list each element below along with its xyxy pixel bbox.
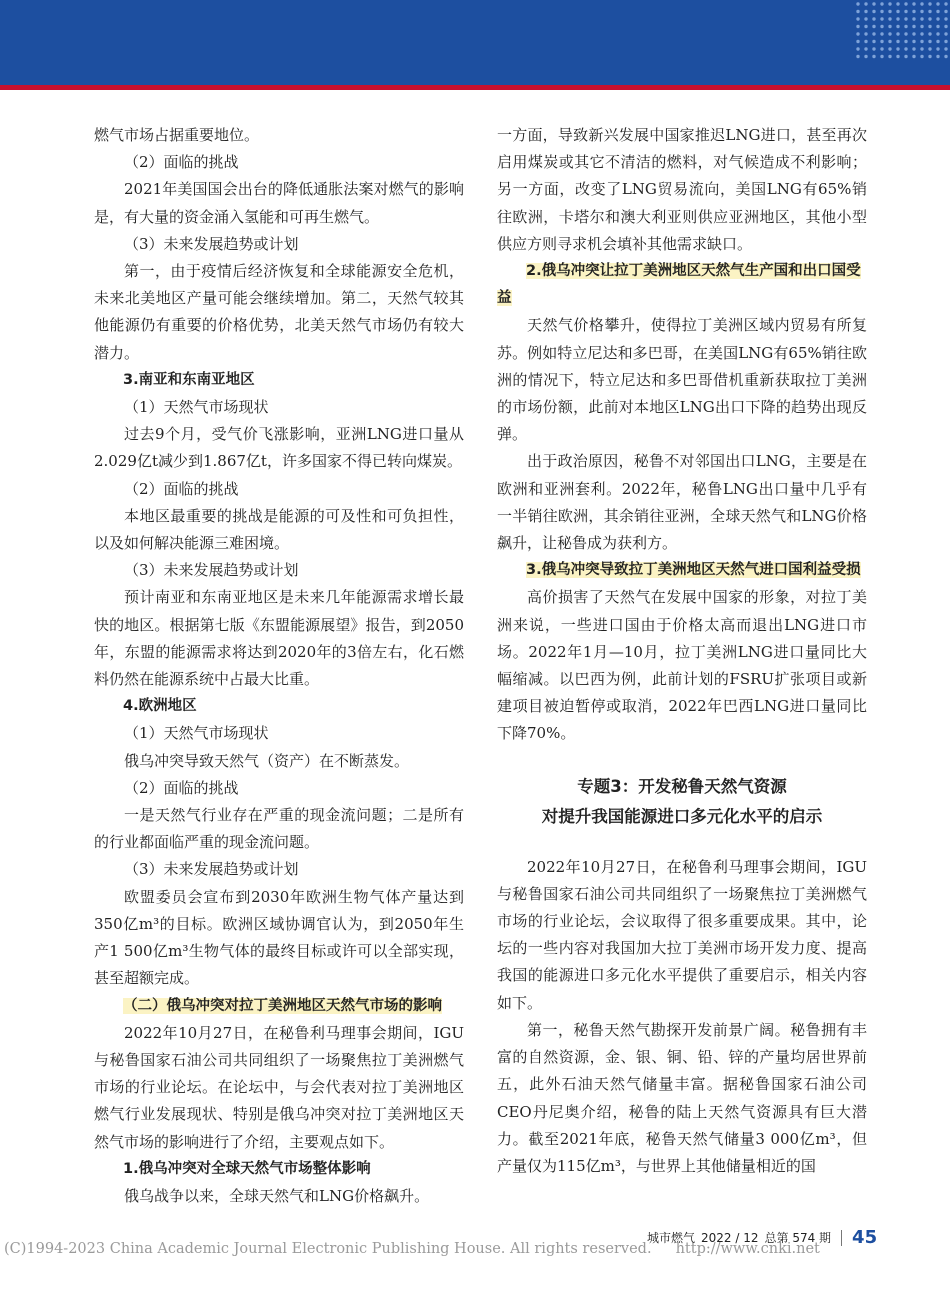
header-dot <box>912 40 915 43</box>
paragraph: 高价损害了天然气在发展中国家的形象，对拉丁美洲来说，一些进口国由于价格太高而退出LNG进口市场。2022年1月—10月，拉丁美洲LNG进口量同比大幅缩减。以巴西为例，此前计划的FSRU扩张项目或新建项目被迫暂停或取消，2022年巴西LNG进口量同比下降70%。 <box>497 588 867 743</box>
paragraph: 天然气价格攀升，使得拉丁美洲区域内贸易有所复苏。例如特立尼达和多巴哥，在美国LNG有65%销往欧洲的情况下，特立尼达和多巴哥借机重新获取拉丁美洲的市场份额，此前对本地区LNG出口下降的趋势出现反弹。 <box>497 316 867 444</box>
header-dot <box>928 10 931 13</box>
header-dot <box>888 55 891 58</box>
header-dot <box>904 25 907 28</box>
header-dot <box>928 55 931 58</box>
header-dot <box>928 25 931 28</box>
header-dot <box>856 47 859 50</box>
header-dot <box>912 55 915 58</box>
header-dot <box>872 32 875 35</box>
header-dot <box>872 2 875 5</box>
header-dot <box>936 17 939 20</box>
header-dot <box>880 55 883 58</box>
header-dot <box>880 32 883 35</box>
header-dot <box>888 25 891 28</box>
header-dot <box>888 10 891 13</box>
header-dot <box>912 10 915 13</box>
header-dot <box>872 25 875 28</box>
header-dot <box>896 25 899 28</box>
header-dot <box>936 47 939 50</box>
header-dot <box>904 32 907 35</box>
header-dot <box>888 2 891 5</box>
header-dot <box>856 55 859 58</box>
header-dot <box>864 32 867 35</box>
section-heading-text: 3.南亚和东南亚地区 <box>123 371 255 388</box>
header-dot <box>920 10 923 13</box>
section-heading <box>497 557 867 584</box>
paragraph: 过去9个月，受气价飞涨影响，亚洲LNG进口量从2.029亿t减少到1.867亿t，许多国家不得已转向煤炭。 <box>94 425 464 471</box>
header-dot <box>912 47 915 50</box>
total-issue: 总第 574 期 <box>764 1231 832 1245</box>
paragraph: （3）未来发展趋势或计划 <box>124 234 299 253</box>
header-dot <box>920 2 923 5</box>
header-dot <box>944 25 947 28</box>
paragraph: 燃气市场占据重要地位。 <box>94 126 260 144</box>
section-heading-text: 3.俄乌冲突导致拉丁美洲地区天然气进口国利益受损 <box>526 562 861 579</box>
special-topic-title-line: 对提升我国能源进口多元化水平的启示 <box>541 806 823 826</box>
section-heading-text: 1.俄乌冲突对全球天然气市场整体影响 <box>123 1160 371 1177</box>
header-dot <box>864 10 867 13</box>
header-dot <box>896 40 899 43</box>
header-dot <box>904 17 907 20</box>
section-heading-text: 4.欧洲地区 <box>123 698 197 715</box>
header-dot <box>880 25 883 28</box>
header-dot <box>928 47 931 50</box>
header-dot <box>944 10 947 13</box>
header-dot <box>888 17 891 20</box>
paragraph: （2）面临的挑战 <box>124 153 239 172</box>
header-bar <box>0 0 950 85</box>
header-dot <box>944 2 947 5</box>
header-dot-pattern <box>850 0 950 62</box>
header-dot <box>864 17 867 20</box>
paragraph: （3）未来发展趋势或计划 <box>124 860 299 879</box>
header-dot <box>880 40 883 43</box>
header-dot <box>904 47 907 50</box>
copyright-text: (C)1994-2023 China Academic Journal Electronic Publishing House. All rights reserved. <box>4 1241 652 1257</box>
copyright-line <box>4 1241 820 1257</box>
header-dot <box>864 47 867 50</box>
header-dot <box>888 40 891 43</box>
section-heading-text: 2.俄乌冲突让拉丁美洲地区天然气生产国和出口国受益 <box>497 263 861 307</box>
header-dot <box>936 32 939 35</box>
special-topic-title <box>497 772 867 832</box>
header-dot <box>904 40 907 43</box>
header-dot <box>872 55 875 58</box>
header-dot <box>904 10 907 13</box>
right-column <box>497 122 867 1180</box>
paragraph: （3）未来发展趋势或计划 <box>124 561 299 580</box>
header-dot <box>928 40 931 43</box>
section-heading <box>94 993 464 1020</box>
header-dot <box>920 32 923 35</box>
paragraph: 一方面，导致新兴发展中国家推迟LNG进口，甚至再次启用煤炭或其它不清洁的燃料，对气候造成不利影响；另一方面，改变了LNG贸易流向，美国LNG有65%销往欧洲，卡塔尔和澳大利亚则供应亚洲地区，其他小型供应方则寻求机会填补其他需求缺口。 <box>497 126 867 253</box>
header-dot <box>888 32 891 35</box>
header-dot <box>928 32 931 35</box>
header-dot <box>928 17 931 20</box>
paragraph: 本地区最重要的挑战是能源的可及性和可负担性，以及如何解决能源三难困境。 <box>94 506 464 553</box>
header-dot <box>864 55 867 58</box>
header-dot <box>936 25 939 28</box>
paragraph: 俄乌冲突导致天然气（资产）在不断蒸发。 <box>124 751 410 770</box>
paragraph: 出于政治原因，秘鲁不对邻国出口LNG，主要是在欧洲和亚洲套利。2022年，秘鲁LNG出口量中几乎有一半销往欧洲，其余销往亚洲，全球天然气和LNG价格飙升，让秘鲁成为获利方。 <box>497 452 867 553</box>
header-dot <box>896 32 899 35</box>
header-dot <box>944 17 947 20</box>
header-dot <box>920 47 923 50</box>
paragraph: 2022年10月27日，在秘鲁利马理事会期间，IGU与秘鲁国家石油公司共同组织了一场聚焦拉丁美洲燃气市场的行业论坛，会议取得了很多重要成果。其中，论坛的一些内容对我国加大拉丁美洲市场开发力度、提高我国的能源进口多元化水平提供了重要启示，相关内容如下。 <box>497 857 867 1012</box>
paragraph: 欧盟委员会宣布到2030年欧洲生物气体产量达到350亿m³的目标。欧洲区域协调官认为，到2050年生产1 500亿m³生物气体的最终目标或许可以全部实现，甚至超额完成。 <box>94 887 464 988</box>
paragraph: （2）面临的挑战 <box>124 479 239 498</box>
header-dot <box>888 47 891 50</box>
paragraph: （1）天然气市场现状 <box>124 398 269 417</box>
header-dot <box>864 40 867 43</box>
header-accent-line <box>0 85 950 90</box>
header-dot <box>912 17 915 20</box>
paragraph: （2）面临的挑战 <box>124 778 239 797</box>
paragraph: 俄乌战争以来，全球天然气和LNG价格飙升。 <box>124 1186 430 1205</box>
header-dot <box>880 47 883 50</box>
header-dot <box>896 2 899 5</box>
header-dot <box>920 40 923 43</box>
section-heading <box>94 693 464 720</box>
header-dot <box>944 32 947 35</box>
header-dot <box>928 2 931 5</box>
header-dot <box>904 2 907 5</box>
header-dot <box>920 25 923 28</box>
header-dot <box>872 40 875 43</box>
issue-number: 2022 / 12 <box>701 1230 759 1245</box>
header-dot <box>912 32 915 35</box>
header-dot <box>872 10 875 13</box>
header-dot <box>880 2 883 5</box>
header-dot <box>944 55 947 58</box>
header-dot <box>864 2 867 5</box>
paragraph: 2021年美国国会出台的降低通胀法案对燃气的影响是，有大量的资金涌入氢能和可再生燃气。 <box>94 180 464 226</box>
paragraph: 一是天然气行业存在严重的现金流问题；二是所有的行业都面临严重的现金流问题。 <box>94 806 464 852</box>
cnki-link[interactable]: http://www.cnki.net <box>675 1241 820 1257</box>
paragraph: 2022年10月27日，在秘鲁利马理事会期间，IGU与秘鲁国家石油公司共同组织了一场聚焦拉丁美洲燃气市场的行业论坛。在论坛中，与会代表对拉丁美洲地区燃气行业发展现状、特别是俄乌冲突对拉丁美洲地区天然气市场的影响进行了介绍，主要观点如下。 <box>94 1023 464 1151</box>
header-dot <box>872 17 875 20</box>
header-dot <box>936 10 939 13</box>
journal-name: 城市燃气 <box>647 1231 696 1245</box>
header-dot <box>920 17 923 20</box>
paragraph: 第一，秘鲁天然气勘探开发前景广阔。秘鲁拥有丰富的自然资源，金、银、铜、铅、锌的产量均居世界前五，此外石油天然气储量丰富。据秘鲁国家石油公司CEO丹尼奥介绍，秘鲁的陆上天然气资源具有巨大潜力。截至2021年底，秘鲁天然气储量3 000亿m³，但产量仅为115亿m³，与世界上其他储量相近的国 <box>497 1020 867 1175</box>
header-dot <box>856 17 859 20</box>
header-dot <box>944 40 947 43</box>
section-heading <box>94 1156 464 1183</box>
paragraph: （1）天然气市场现状 <box>124 724 269 743</box>
page-number: 45 <box>852 1227 878 1248</box>
header-dot <box>856 32 859 35</box>
section-heading <box>94 367 464 394</box>
header-dot <box>896 10 899 13</box>
section-heading <box>497 258 867 312</box>
header-dot <box>896 17 899 20</box>
header-dot <box>912 25 915 28</box>
header-dot <box>912 2 915 5</box>
left-column <box>94 122 464 1210</box>
header-dot <box>904 55 907 58</box>
header-dot <box>936 2 939 5</box>
header-dot <box>944 47 947 50</box>
header-dot <box>920 55 923 58</box>
paragraph: 预计南亚和东南亚地区是未来几年能源需求增长最快的地区。根据第七版《东盟能源展望》报告，到2050年，东盟的能源需求将达到2020年的3倍左右，化石燃料仍然在能源系统中占最大比重。 <box>94 588 464 689</box>
header-dot <box>880 17 883 20</box>
footer-divider <box>841 1230 842 1246</box>
header-dot <box>896 55 899 58</box>
header-dot <box>856 25 859 28</box>
header-dot <box>896 47 899 50</box>
header-dot <box>936 40 939 43</box>
header-dot <box>856 40 859 43</box>
paragraph: 第一，由于疫情后经济恢复和全球能源安全危机，未来北美地区产量可能会继续增加。第二，天然气较其他能源仍有重要的价格优势，北美天然气市场仍有较大潜力。 <box>94 262 464 362</box>
header-dot <box>856 2 859 5</box>
special-topic-title-line: 专题3：开发秘鲁天然气资源 <box>577 776 787 796</box>
header-dot <box>856 10 859 13</box>
header-dot <box>864 25 867 28</box>
header-dot <box>880 10 883 13</box>
section-heading-text: （二）俄乌冲突对拉丁美洲地区天然气市场的影响 <box>123 997 442 1014</box>
header-dot <box>936 55 939 58</box>
header-dot <box>872 47 875 50</box>
